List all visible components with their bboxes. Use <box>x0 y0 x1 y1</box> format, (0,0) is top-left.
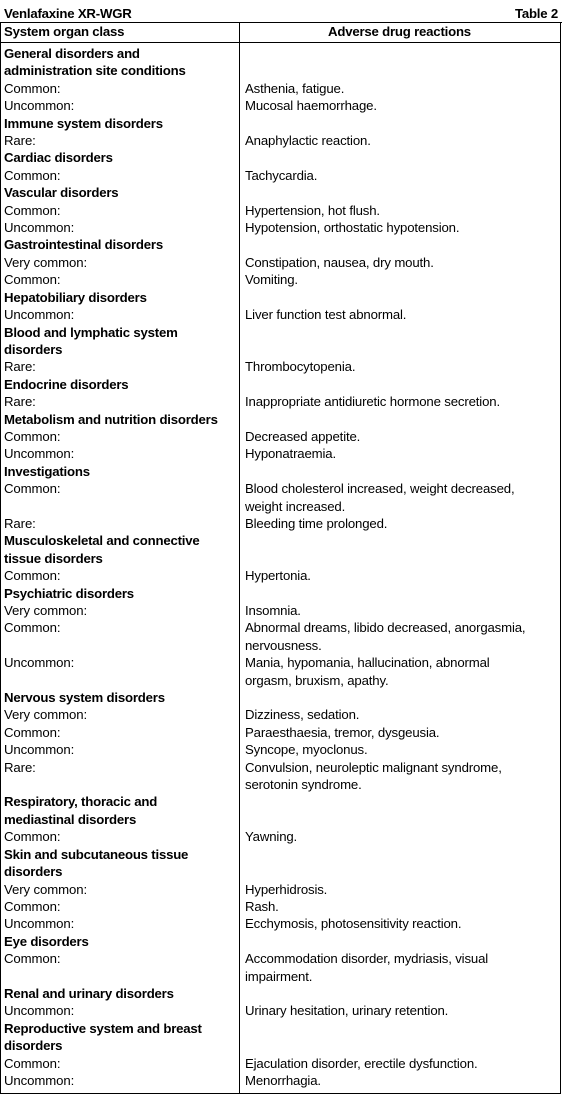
frequency-label: Very common: <box>4 254 88 270</box>
reaction-row <box>1 950 560 985</box>
reaction-row <box>1 881 560 898</box>
reaction-text: Hypertension, hot flush. <box>245 202 380 218</box>
frequency-label: Common: <box>4 428 61 444</box>
frequency-label: Rare: <box>4 759 36 775</box>
reaction-row <box>1 254 560 271</box>
reaction-text: Yawning. <box>245 829 298 845</box>
empty-cell <box>239 376 560 393</box>
reaction-text: Decreased appetite. <box>245 428 361 444</box>
reaction-text: Mania, hypomania, hallucination, abnormal orgasm, bruxism, apathy. <box>245 655 490 688</box>
reaction-row <box>1 1002 560 1019</box>
reaction-text: Blood cholesterol increased, weight decreased, weight increased. <box>245 481 515 514</box>
reaction-row <box>1 619 560 654</box>
table-header-bar <box>0 0 562 23</box>
reaction-text: Hyponatraemia. <box>245 446 336 462</box>
empty-cell <box>239 689 560 706</box>
reaction-row <box>1 828 560 845</box>
frequency-label: Rare: <box>4 394 36 410</box>
system-organ-class-row <box>1 289 560 306</box>
empty-cell <box>239 1020 560 1055</box>
column-divider <box>239 22 240 1093</box>
frequency-label: Rare: <box>4 133 36 149</box>
system-organ-class-heading: Renal and urinary disorders <box>4 985 174 1001</box>
system-organ-class-row <box>1 532 560 567</box>
reaction-row <box>1 654 560 689</box>
reaction-row <box>1 724 560 741</box>
system-organ-class-heading: Gastrointestinal disorders <box>4 237 163 253</box>
frequency-label: Common: <box>4 202 61 218</box>
reaction-row <box>1 219 560 236</box>
column-header-system-organ-class: System organ class <box>4 24 125 39</box>
reaction-row <box>1 202 560 219</box>
reaction-row <box>1 741 560 758</box>
system-organ-class-row <box>1 184 560 201</box>
system-organ-class-heading: Immune system disorders <box>4 115 163 131</box>
empty-cell <box>239 324 560 359</box>
system-organ-class-heading: Musculoskeletal and connective tissue disorders <box>4 533 200 566</box>
system-organ-class-row <box>1 376 560 393</box>
system-organ-class-row <box>1 149 560 166</box>
system-organ-class-heading: General disorders and administration site conditions <box>4 46 186 79</box>
reaction-row <box>1 915 560 932</box>
reaction-row <box>1 80 560 97</box>
reaction-text: Dizziness, sedation. <box>245 707 360 723</box>
reaction-text: Rash. <box>245 898 279 914</box>
reaction-text: Urinary hesitation, urinary retention. <box>245 1003 449 1019</box>
system-organ-class-row <box>1 985 560 1002</box>
reaction-text: Constipation, nausea, dry mouth. <box>245 254 434 270</box>
system-organ-class-heading: Skin and subcutaneous tissue disorders <box>4 846 189 880</box>
system-organ-class-heading: Eye disorders <box>4 933 89 949</box>
reaction-text: Thrombocytopenia. <box>245 359 356 375</box>
frequency-label: Common: <box>4 481 61 497</box>
reaction-text: Liver function test abnormal. <box>245 307 407 323</box>
empty-cell <box>239 289 560 306</box>
reaction-text: Bleeding time prolonged. <box>245 515 388 531</box>
reaction-text: Convulsion, neuroleptic malignant syndrome, serotonin syndrome. <box>245 759 502 793</box>
reaction-row <box>1 97 560 114</box>
reaction-row <box>1 306 560 323</box>
reaction-text: Ejaculation disorder, erectile dysfunction. <box>245 1055 478 1071</box>
reaction-text: Vomiting. <box>245 272 298 288</box>
empty-cell <box>239 532 560 567</box>
empty-cell <box>239 585 560 602</box>
reaction-text: Abnormal dreams, libido decreased, anorgasmia, nervousness. <box>245 620 526 653</box>
frequency-label: Common: <box>4 167 61 183</box>
empty-cell <box>239 933 560 950</box>
system-organ-class-heading: Nervous system disorders <box>4 690 165 706</box>
reaction-row <box>1 393 560 410</box>
reaction-text: Hyperhidrosis. <box>245 881 328 897</box>
frequency-label: Very common: <box>4 603 88 618</box>
system-organ-class-heading: Hepatobiliary disorders <box>4 289 147 305</box>
reaction-row <box>1 480 560 515</box>
reaction-row <box>1 567 560 584</box>
system-organ-class-heading: Vascular disorders <box>4 185 119 201</box>
empty-cell <box>239 115 560 132</box>
reaction-text: Menorrhagia. <box>245 1072 321 1088</box>
reaction-text: Inappropriate antidiuretic hormone secretion. <box>245 394 500 410</box>
system-organ-class-row <box>1 463 560 480</box>
empty-cell <box>239 846 560 881</box>
frequency-label: Common: <box>4 620 61 636</box>
system-organ-class-row <box>1 411 560 428</box>
empty-cell <box>239 184 560 201</box>
frequency-label: Common: <box>4 1055 61 1071</box>
reaction-text: Mucosal haemorrhage. <box>245 98 377 114</box>
reaction-text: Paraesthaesia, tremor, dysgeusia. <box>245 724 440 740</box>
reaction-row <box>1 706 560 723</box>
frequency-label: Very common: <box>4 707 88 723</box>
empty-cell <box>239 985 560 1002</box>
empty-cell <box>239 411 560 428</box>
reaction-text: Syncope, myoclonus. <box>245 742 368 758</box>
reaction-text: Insomnia. <box>245 603 301 618</box>
frequency-label: Common: <box>4 951 61 967</box>
reaction-text: Ecchymosis, photosensitivity reaction. <box>245 916 462 932</box>
system-organ-class-row <box>1 324 560 359</box>
adverse-reactions-table <box>0 22 561 1094</box>
reaction-text: Hypertonia. <box>245 568 311 584</box>
system-organ-class-row <box>1 793 560 828</box>
reaction-text: Anaphylactic reaction. <box>245 133 371 149</box>
table-number: Table 2 <box>514 5 558 21</box>
reaction-text: Hypotension, orthostatic hypotension. <box>245 220 460 236</box>
empty-cell <box>239 45 560 80</box>
frequency-label: Common: <box>4 829 61 845</box>
system-organ-class-row <box>1 115 560 132</box>
frequency-label: Uncommon: <box>4 1072 75 1088</box>
reaction-text: Asthenia, fatigue. <box>245 80 345 96</box>
reaction-row <box>1 271 560 288</box>
frequency-label: Common: <box>4 272 61 288</box>
frequency-label: Uncommon: <box>4 220 75 236</box>
empty-cell <box>239 463 560 480</box>
reaction-row <box>1 515 560 532</box>
frequency-label: Uncommon: <box>4 446 75 462</box>
reaction-row <box>1 602 560 619</box>
reaction-row <box>1 167 560 184</box>
table-column-headers <box>1 22 560 43</box>
frequency-label: Common: <box>4 568 61 584</box>
system-organ-class-row <box>1 585 560 602</box>
system-organ-class-heading: Psychiatric disorders <box>4 585 134 601</box>
frequency-label: Uncommon: <box>4 655 75 671</box>
system-organ-class-row <box>1 45 560 80</box>
reaction-row <box>1 1055 560 1072</box>
empty-cell <box>239 149 560 166</box>
frequency-label: Rare: <box>4 359 36 375</box>
frequency-label: Common: <box>4 80 61 96</box>
column-header-adverse-reactions: Adverse drug reactions <box>328 24 471 39</box>
system-organ-class-row <box>1 846 560 881</box>
reaction-text: Accommodation disorder, mydriasis, visual impairment. <box>245 951 489 984</box>
frequency-label: Uncommon: <box>4 98 75 114</box>
reaction-row <box>1 428 560 445</box>
reaction-row <box>1 1072 560 1089</box>
reaction-row <box>1 358 560 375</box>
drug-title: Venlafaxine XR-WGR <box>4 5 132 21</box>
empty-cell <box>239 793 560 828</box>
table-body <box>1 43 560 1089</box>
system-organ-class-heading: Metabolism and nutrition disorders <box>4 411 218 427</box>
frequency-label: Uncommon: <box>4 742 75 758</box>
system-organ-class-row <box>1 1020 560 1055</box>
system-organ-class-heading: Investigations <box>4 463 90 479</box>
system-organ-class-row <box>1 933 560 950</box>
frequency-label: Uncommon: <box>4 1003 75 1019</box>
frequency-label: Uncommon: <box>4 307 75 323</box>
system-organ-class-heading: Blood and lymphatic system disorders <box>4 324 178 357</box>
empty-cell <box>239 236 560 253</box>
frequency-label: Common: <box>4 898 61 914</box>
system-organ-class-row <box>1 236 560 253</box>
reaction-text: Tachycardia. <box>245 167 318 183</box>
system-organ-class-heading: Respiratory, thoracic and mediastinal disorders <box>4 794 158 827</box>
frequency-label: Uncommon: <box>4 916 75 932</box>
reaction-row <box>1 759 560 794</box>
system-organ-class-heading: Cardiac disorders <box>4 150 113 166</box>
frequency-label: Very common: <box>4 881 88 897</box>
system-organ-class-heading: Endocrine disorders <box>4 376 129 392</box>
frequency-label: Common: <box>4 724 61 740</box>
system-organ-class-row <box>1 689 560 706</box>
frequency-label: Rare: <box>4 515 36 531</box>
reaction-row <box>1 898 560 915</box>
reaction-row <box>1 445 560 462</box>
reaction-row <box>1 132 560 149</box>
system-organ-class-heading: Reproductive system and breast disorders <box>4 1020 202 1054</box>
